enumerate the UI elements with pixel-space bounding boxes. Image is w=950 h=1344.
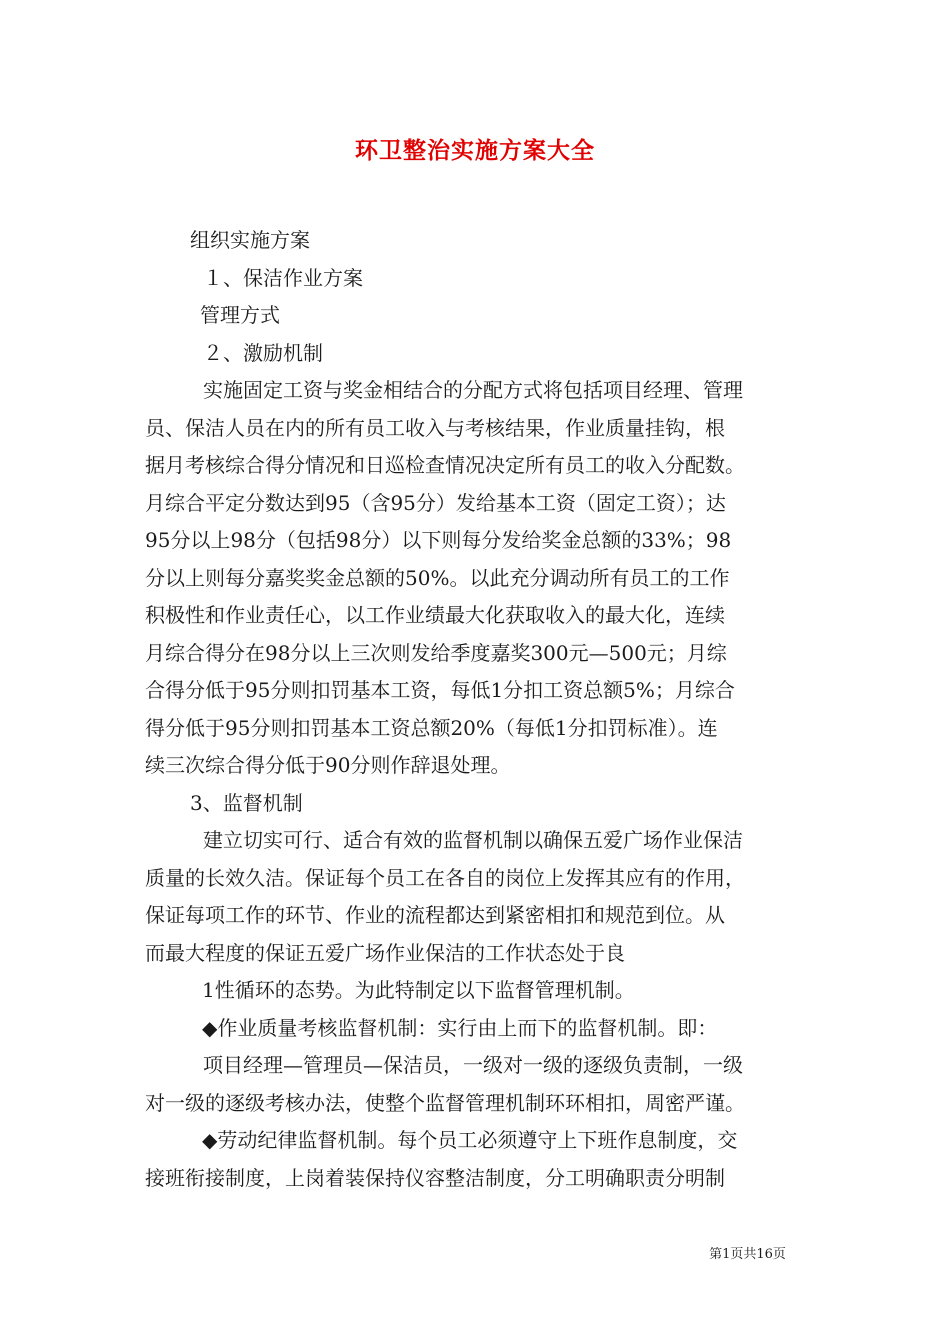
paragraph-line: 而最大程度的保证五爱广场作业保洁的工作状态处于良	[145, 941, 625, 965]
document-title: 环卫整治实施方案大全	[355, 137, 595, 164]
paragraph-line: 月综合平定分数达到95（含95分）发给基本工资（固定工资）；达	[145, 491, 726, 515]
paragraph-line: 得分低于95分则扣罚基本工资总额20%（每低1分扣罚标准）。连	[145, 716, 718, 740]
paragraph-line: 分以上则每分嘉奖奖金总额的50%。以此充分调动所有员工的工作	[145, 566, 730, 590]
paragraph-line: 续三次综合得分低于90分则作辞退处理。	[145, 753, 511, 777]
paragraph-line: 合得分低于95分则扣罚基本工资，每低1分扣工资总额5%；月综合	[145, 678, 735, 702]
paragraph-line: 据月考核综合得分情况和日巡检查情况决定所有员工的收入分配数。	[145, 453, 745, 477]
page-number: 第1页共16页	[709, 1247, 786, 1262]
paragraph-line: 项目经理—管理员—保洁员，一级对一级的逐级负责制，一级	[203, 1053, 743, 1077]
subsection-heading: ２、激励机制	[203, 341, 323, 365]
paragraph-line: 1性循环的态势。为此特制定以下监督管理机制。	[202, 978, 635, 1002]
paragraph-line: 接班衔接制度，上岗着装保持仪容整洁制度，分工明确职责分明制	[145, 1166, 725, 1190]
paragraph-line: 实施固定工资与奖金相结合的分配方式将包括项目经理、管理	[203, 378, 743, 402]
paragraph-line: 保证每项工作的环节、作业的流程都达到紧密相扣和规范到位。从	[145, 903, 725, 927]
paragraph-line: 月综合得分在98分以上三次则发给季度嘉奖300元—500元；月综	[145, 641, 727, 665]
subsection-heading: 3、监督机制	[190, 791, 303, 815]
paragraph-line: 员、保洁人员在内的所有员工收入与考核结果，作业质量挂钩，根	[145, 416, 725, 440]
section-heading: 组织实施方案	[190, 228, 310, 252]
subsection-heading: １、保洁作业方案	[203, 266, 363, 290]
paragraph-line: 管理方式	[200, 303, 280, 327]
paragraph-line: 对一级的逐级考核办法，使整个监督管理机制环环相扣，周密严谨。	[145, 1091, 745, 1115]
paragraph-line: 积极性和作业责任心，以工作业绩最大化获取收入的最大化，连续	[145, 603, 725, 627]
paragraph-line: 建立切实可行、适合有效的监督机制以确保五爱广场作业保洁	[203, 828, 743, 852]
bullet-paragraph-line: ◆作业质量考核监督机制：实行由上而下的监督机制。即：	[202, 1016, 718, 1040]
paragraph-line: 95分以上98分（包括98分）以下则每分发给奖金总额的33%；98	[145, 528, 732, 552]
paragraph-line: 质量的长效久洁。保证每个员工在各自的岗位上发挥其应有的作用，	[145, 866, 745, 890]
bullet-paragraph-line: ◆劳动纪律监督机制。每个员工必须遵守上下班作息制度，交	[202, 1128, 738, 1152]
